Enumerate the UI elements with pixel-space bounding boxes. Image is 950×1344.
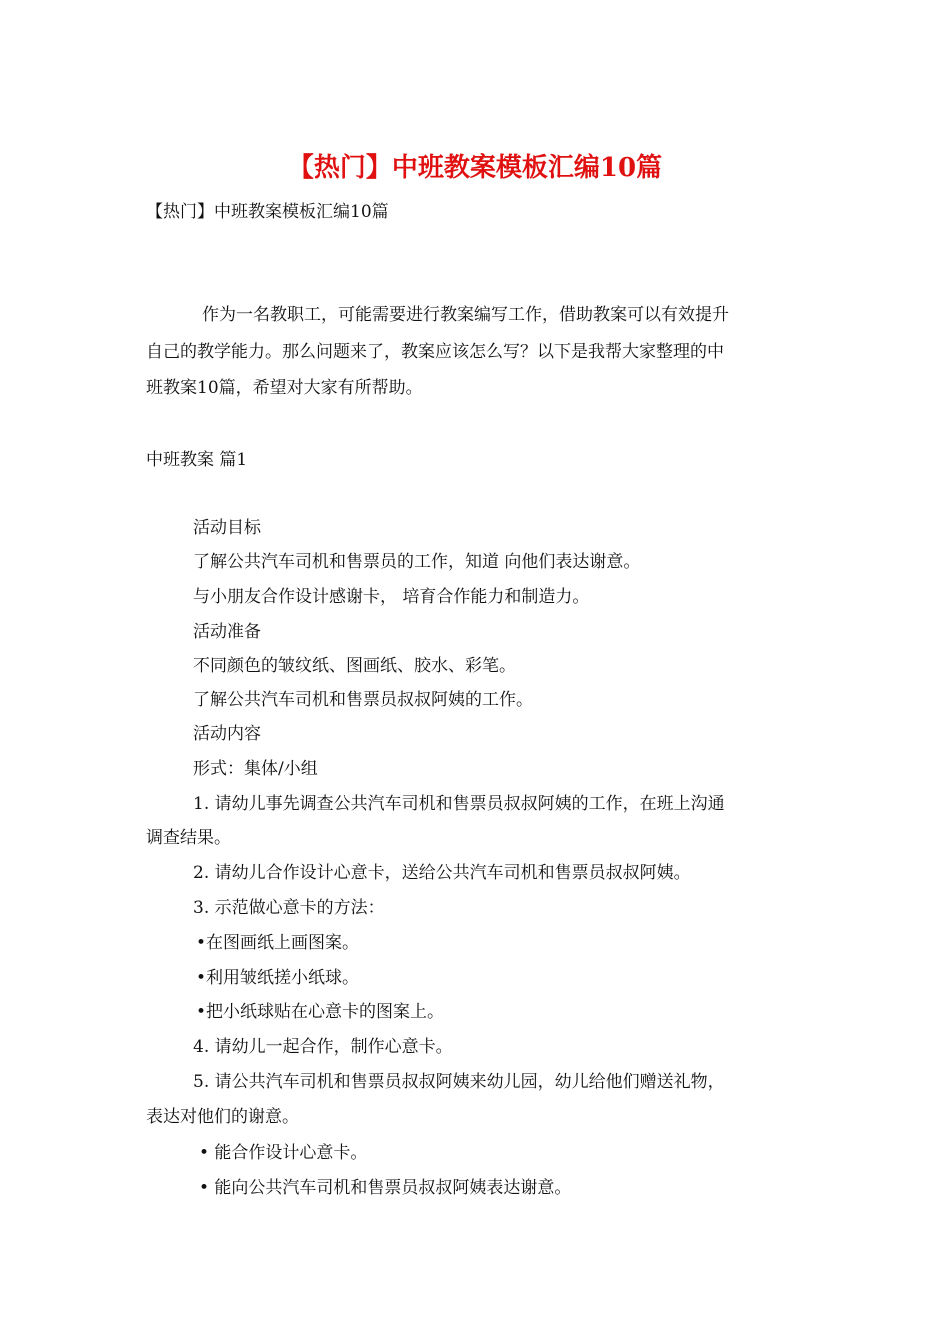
body-line: 了解公共汽车司机和售票员的工作，知道 向他们表达谢意。 [193,552,641,572]
bullet-item: •把小纸球贴在心意卡的图案上。 [196,1002,445,1022]
numbered-item: 5. 请公共汽车司机和售票员叔叔阿姨来幼儿园，幼儿给他们赠送礼物， [193,1072,725,1092]
numbered-item: 3. 示范做心意卡的方法： [193,898,385,918]
body-line: 了解公共汽车司机和售票员叔叔阿姨的工作。 [193,690,533,710]
document-subtitle: 【热门】中班教案模板汇编10篇 [146,202,389,222]
intro-line: 作为一名教职工，可能需要进行教案编写工作，借助教案可以有效提升 [202,305,729,325]
body-line: 不同颜色的皱纹纸、图画纸、胶水、彩笔。 [193,656,516,676]
heading-activity-prep: 活动准备 [193,622,261,642]
bullet-item: •利用皱纸搓小纸球。 [196,968,360,988]
document-title: 【热门】中班教案模板汇编10篇 [287,153,663,183]
heading-activity-goals: 活动目标 [193,518,261,538]
numbered-item: 4. 请幼儿一起合作，制作心意卡。 [193,1037,453,1057]
heading-activity-content: 活动内容 [193,724,261,744]
bullet-item: • 能合作设计心意卡。 [199,1143,368,1163]
intro-line: 班教案10篇，希望对大家有所帮助。 [146,378,423,398]
bullet-item: •在图画纸上画图案。 [196,933,360,953]
numbered-item-continuation: 表达对他们的谢意。 [146,1107,299,1127]
body-line: 与小朋友合作设计感谢卡， 培育合作能力和制造力。 [193,587,590,607]
bullet-item: • 能向公共汽车司机和售票员叔叔阿姨表达谢意。 [199,1178,572,1198]
intro-line: 自己的教学能力。那么问题来了，教案应该怎么写？以下是我帮大家整理的中 [146,342,724,362]
numbered-item-continuation: 调查结果。 [146,828,231,848]
body-line: 形式：集体/小组 [193,759,318,779]
section-heading: 中班教案 篇1 [146,450,248,470]
numbered-item: 1. 请幼儿事先调查公共汽车司机和售票员叔叔阿姨的工作，在班上沟通 [193,794,725,814]
numbered-item: 2. 请幼儿合作设计心意卡，送给公共汽车司机和售票员叔叔阿姨。 [193,863,691,883]
